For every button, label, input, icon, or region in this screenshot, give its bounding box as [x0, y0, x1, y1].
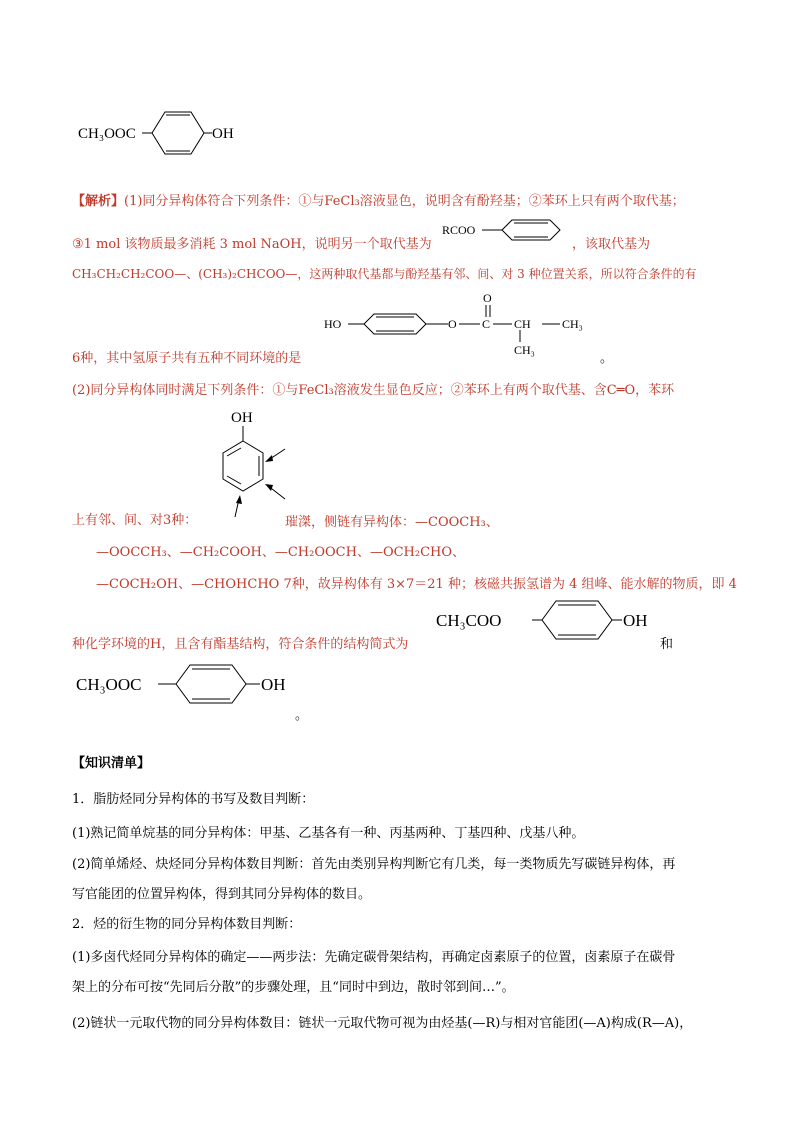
- knowledge-para-2: (1)熟记简单烷基的同分异构体：甲基、乙基各有一种、丙基两种、丁基四种、戊基八种。: [72, 826, 585, 841]
- structure-ester-o-label: O: [448, 317, 457, 331]
- structure-label-right: OH: [212, 126, 234, 142]
- structure-c-label: C: [482, 317, 491, 331]
- structure-acetoxy-oh-label: OH: [623, 611, 648, 630]
- analysis-line-6a: 上有邻、间、对3种：: [72, 513, 198, 528]
- knowledge-para-6: (1)多卤代烃同分异构体的确定——两步法：先确定碳骨架结构，再确定卤素原子的位置，卤素原子在碳骨: [72, 950, 676, 965]
- structure-ho-label: HO: [324, 317, 342, 331]
- analysis-line-10: 。: [295, 708, 309, 723]
- structure-methyl-hydroxybenzoate-top: [70, 100, 240, 164]
- knowledge-para-1: 1．脂肪烃同分异构体的书写及数目判断：: [72, 792, 315, 807]
- structure-acetoxy-label: CH₃COO: [436, 611, 502, 630]
- structure-hydroxyphenyl-isobutyrate: [320, 290, 610, 358]
- structure-carbonyl-o-label: O: [483, 291, 492, 305]
- analysis-line-4-end: 。: [600, 351, 614, 366]
- knowledge-title: 【知识清单】: [72, 756, 151, 771]
- analysis-line-4: 6种，其中氢原子共有五种不同环境的是: [72, 351, 302, 366]
- analysis-line-5: (2)同分异构体同时满足下列条件：①与FeCl₃溶液发生显色反应；②苯环上有两个取代基、含C═O，苯环: [72, 383, 675, 398]
- structure-ch3-right-label: CH₃: [562, 317, 583, 331]
- analysis-line-6b: 璀滐，侧链有异构体：—COOCH₃、: [285, 515, 499, 530]
- structure-label-left: CH₃OOC: [78, 126, 136, 142]
- structure-ch-label: CH: [514, 317, 531, 331]
- knowledge-para-8: (2)链状一元取代物的同分异构体数目：链状一元取代物可视为由烃基(—R)与相对官能团(—A)构成(R—A)，: [72, 1016, 693, 1031]
- structure-ester-oh-label: OH: [261, 675, 286, 694]
- analysis-line-1: (1)同分异构体符合下列条件：①与FeCl₃溶液显色，说明含有酚羟基；②苯环上只有两个取代基；: [124, 194, 685, 209]
- structure-rcoo-benzene: [440, 216, 570, 244]
- structure-ch3-bottom-label: CH₃: [514, 343, 535, 357]
- knowledge-para-7: 架上的分布可按“先同后分散”的步骤处理，且“同时中到边，散时邻到间…”。: [72, 980, 515, 995]
- knowledge-para-3: (2)简单烯烃、炔烃同分异构体数目判断：首先由类别异构判断它有几类，每一类物质先写碳链异构体，再: [72, 857, 676, 872]
- analysis-line-2b: ，该取代基为: [572, 237, 651, 252]
- structure-acetoxyphenol: [432, 598, 662, 642]
- analysis-line-2a: ③1 mol 该物质最多消耗 3 mol NaOH，说明另一个取代基为: [72, 237, 432, 252]
- analysis-tag: 【解析】: [72, 194, 125, 209]
- analysis-line-9a: 种化学环境的H，且含有酯基结构，符合条件的结构简式为: [72, 637, 409, 652]
- structure-rcoo-label: RCOO: [442, 223, 476, 237]
- structure-methyl-hydroxybenzoate-bottom: [72, 660, 312, 706]
- analysis-line-3: CH₃CH₂CH₂COO—、(CH₃)₂CHCOO—，这两种取代基都与酚羟基有邻、间、对 3 种位置关系，所以符合条件的有: [72, 267, 697, 281]
- structure-phenol-positions: [205, 405, 300, 520]
- analysis-line-8: —COCH₂OH、—CHOHCHO 7种，故异构体有 3×7＝21 种；核磁共振氢谱为 4 组峰、能水解的物质，即 4: [96, 577, 737, 592]
- structure-oh-label: OH: [231, 410, 253, 426]
- analysis-line-7: —OOCCH₃、—CH₂COOH、—CH₂OOCH、—OCH₂CHO、: [96, 545, 466, 560]
- knowledge-para-4: 写官能团的位置异构体，得到其同分异构体的数目。: [72, 887, 372, 902]
- structure-ester-label: CH₃OOC: [76, 675, 142, 694]
- analysis-line-9b: 和: [660, 637, 674, 652]
- knowledge-para-5: 2．烃的衍生物的同分异构体数目判断：: [72, 917, 302, 932]
